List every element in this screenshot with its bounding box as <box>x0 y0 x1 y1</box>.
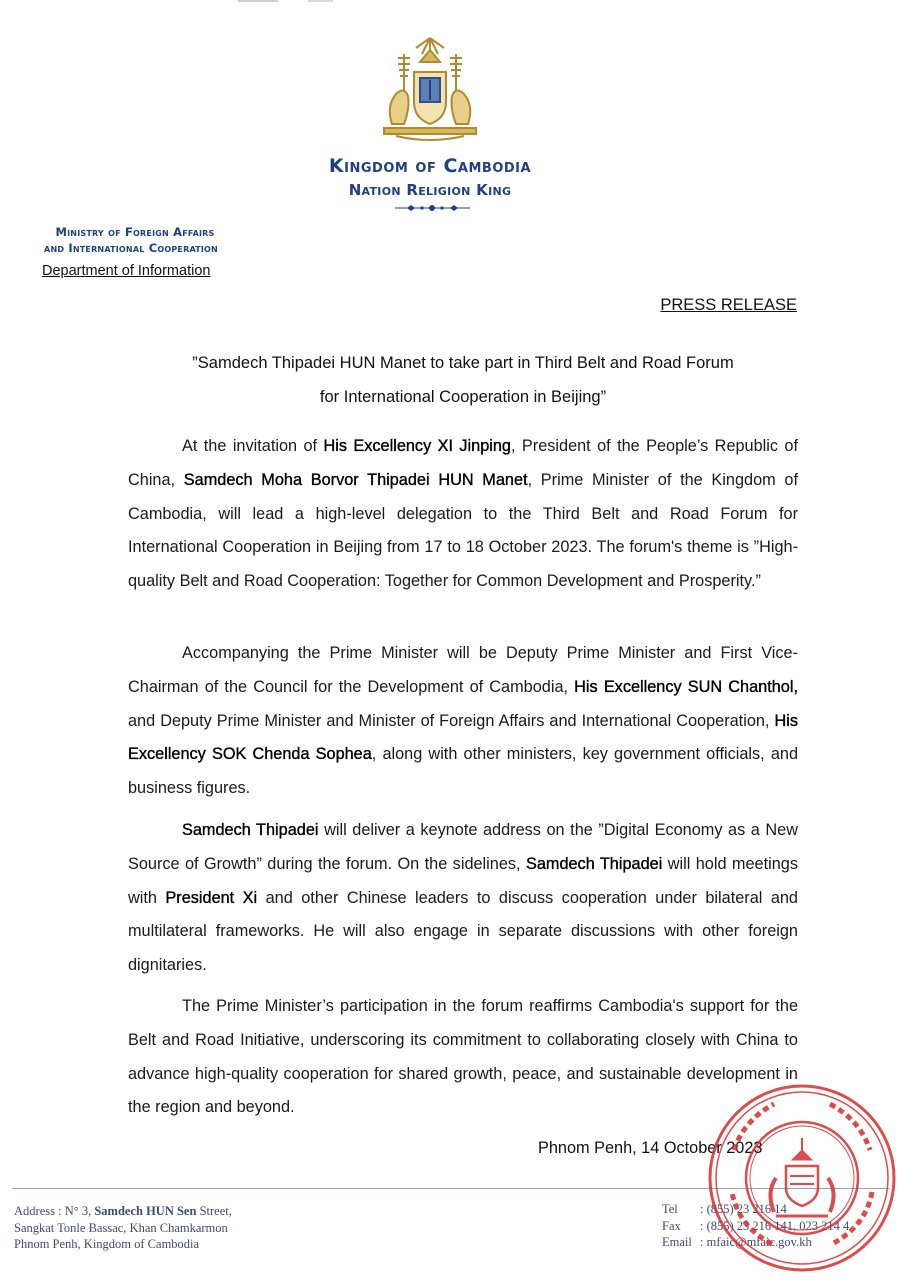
text-run: and Deputy Prime Minister and Minister of Foreign Affairs and International Cooperation, <box>128 711 775 730</box>
name-samdech-thipadei: Samdech Thipadei <box>525 854 663 873</box>
royal-arms-crest-icon <box>370 32 490 144</box>
fax-value: : (855) 23 216 141, 023 214 4 <box>700 1218 850 1233</box>
dateline: Phnom Penh, 14 October 2023 <box>538 1139 763 1157</box>
name-sun-chanthol: His Excellency SUN Chanthol, <box>574 677 798 696</box>
name-sok-chenda-sophea: His Excellency SOK Chenda Sophea <box>128 711 798 764</box>
address-line-3: Phnom Penh, Kingdom of Cambodia <box>14 1237 200 1251</box>
scan-mark <box>238 0 338 4</box>
text-run: will deliver a keynote address on the ”Digital Economy as a New Source of Growth” during the forum. On the sidelines, <box>128 821 798 873</box>
decorative-divider-icon <box>395 203 470 213</box>
national-motto: Nation Religion King <box>348 181 512 199</box>
body-paragraph-4 <box>128 990 798 1125</box>
name-president-xi: President Xi <box>165 888 258 907</box>
text-run: The Prime Minister’s participation in the forum reaffirms Cambodia's support for the Belt and Road Initiative, underscoring its commitment to collaborating closely with China to advance high-quality cooperation for shared growth, peace, and sustainable development in the region and beyond. <box>128 997 798 1117</box>
tel-value: : (855) 23 216 14 <box>700 1202 787 1216</box>
text-run: Accompanying the Prime Minister will be Deputy Prime Minister and First Vice-Chairman of the Council for the Development of Cambodia, <box>128 644 798 696</box>
email-label: Email <box>662 1235 692 1249</box>
text-run: and other Chinese leaders to discuss cooperation under bilateral and multilateral frameworks. He will also engage in separate discussions with other foreign dignitaries. <box>128 888 798 975</box>
body-paragraph-2 <box>128 637 798 806</box>
address-street-name: Samdech HUN Sen <box>94 1204 197 1218</box>
tel-label: Tel <box>662 1202 678 1216</box>
body-paragraph-3 <box>128 814 798 983</box>
department-name: Department of Information <box>42 263 211 279</box>
ministry-name-line1: Ministry of Foreign Affairs <box>55 225 215 239</box>
title-line-1: ”Samdech Thipadei HUN Manet to take part in Third Belt and Road Forum <box>192 354 734 372</box>
press-release-label: PRESS RELEASE <box>660 296 797 314</box>
address-prefix: Address : N° 3, <box>14 1204 95 1218</box>
body-paragraph-1 <box>128 430 798 599</box>
official-red-seal-icon <box>704 1080 900 1276</box>
press-release-title <box>128 346 798 414</box>
fax-label: Fax <box>662 1218 681 1233</box>
name-his-excellency-xi-jinping: His Excellency XI Jinping <box>323 437 511 455</box>
text-run: , Prime Minister of the Kingdom of Cambodia, will lead a high-level delegation to the Third Belt and Road Forum for International Cooperation in Beijing from 17 to 18 October 2023. The forum's theme is ”High-quality Belt and Road Cooperation: Together for Common Development and Prosperity.” <box>128 470 798 591</box>
address-street-suffix: Street, <box>196 1204 232 1218</box>
email-value: : mfaic@mfaic.gov.kh <box>700 1235 812 1249</box>
text-run: , along with other ministers, key government officials, and business figures. <box>128 745 798 798</box>
text-run: , President of the People’s Republic of China, <box>128 437 799 489</box>
footer-address <box>14 1203 232 1253</box>
name-samdech-thipadei: Samdech Thipadei <box>182 821 319 839</box>
address-line-2: Sangkat Tonle Bassac, Khan Chamkarmon <box>14 1220 228 1235</box>
text-run: will hold meetings with <box>128 854 798 907</box>
ministry-name-line2: and International Cooperation <box>44 241 218 255</box>
kingdom-heading: Kingdom of Cambodia <box>328 155 532 177</box>
title-line-2: for International Cooperation in Beijing” <box>319 388 607 406</box>
text-run: At the invitation of <box>182 437 324 455</box>
name-hun-manet: Samdech Moha Borvor Thipadei HUN Manet <box>183 470 528 489</box>
